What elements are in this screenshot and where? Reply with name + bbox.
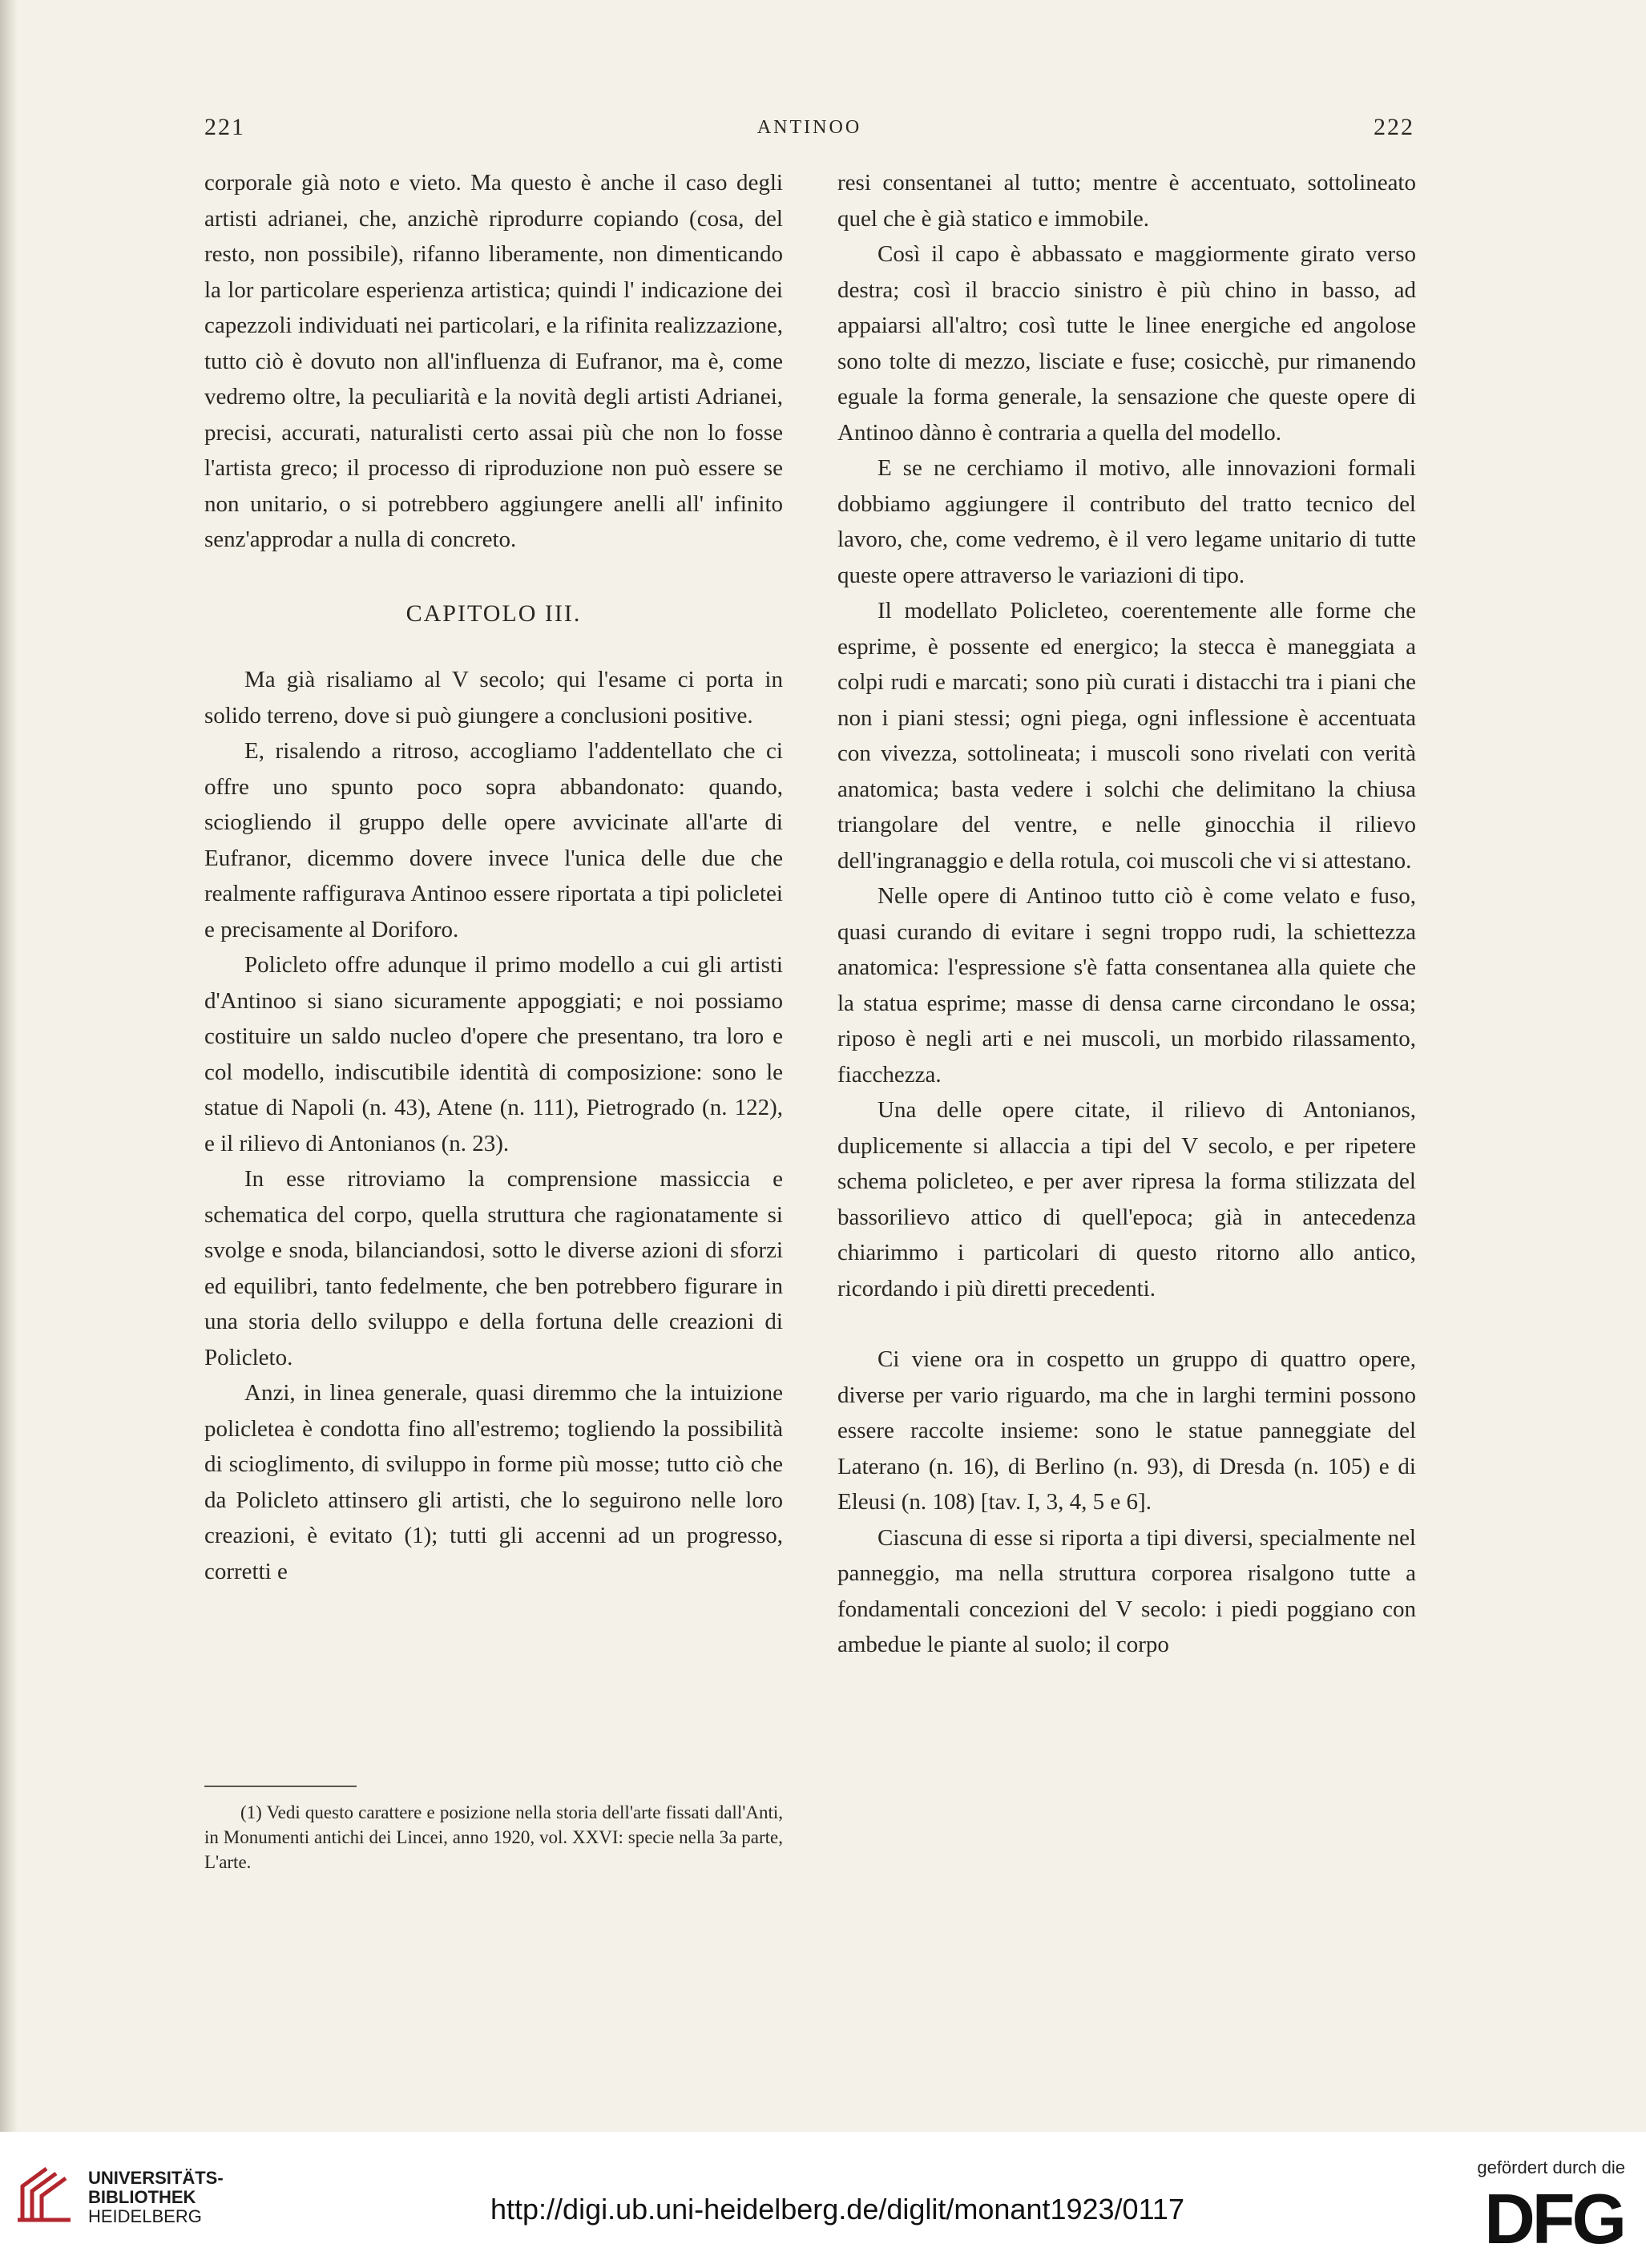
paragraph: Ciascuna di esse si riporta a tipi diversi, specialmente nel panneggio, ma nella struttura corporea risalgono tutte a fondamentali concezioni del V secolo: i piedi poggiano con ambedue le piante al suolo; il corpo: [837, 1524, 1416, 1657]
funding-label: gefördert durch die: [1477, 2157, 1625, 2177]
right-page-number: 222: [1374, 114, 1414, 140]
permalink-url[interactable]: http://digi.ub.uni-heidelberg.de/diglit/monant1923/0117: [490, 2193, 1184, 2226]
library-name-line: BIBLIOTHEK: [88, 2187, 196, 2207]
paragraph: Il modellato Policleteo, coerentemente alle forme che esprime, è possente ed energico; la stecca è maneggiata a colpi rudi e marcati; sono più curati i distacchi tra i piani che non i piani stessi; ogni piega, ogni inflessione è accentuata con vivezza, sottolineata; i muscoli sono rivelati con verità anatomica; basta vedere i solchi che delimitano la chiusa triangolare del ventre, e nelle ginocchia il rilievo dell'ingranaggio e della rotula, coi muscoli che vi si attestano.: [837, 598, 1416, 874]
viewer-footer: [0, 2132, 1646, 2268]
binding-shadow: [0, 0, 18, 2132]
chapter-heading: CAPITOLO III.: [405, 599, 582, 627]
library-name-line: HEIDELBERG: [88, 2206, 202, 2226]
left-page-number: 221: [204, 114, 245, 140]
library-name-line: UNIVERSITÄTS-: [88, 2168, 224, 2188]
right-column: [837, 165, 1416, 1663]
paragraph: Una delle opere citate, il rilievo di Antonianos, duplicemente si allaccia a tipi del V secolo, e per ripetere schema policleteo, e per aver ripresa la forma stilizzata del bassorilievo attico di quell'epoca; già in antecedenza chiarimmo i particolari di questo ritorno allo antico, ricordando i più diretti precedenti.: [837, 1097, 1416, 1301]
footnote-rule: [204, 1786, 357, 1787]
paragraph: Ci viene ora in cospetto un gruppo di quattro opere, diverse per vario riguardo, ma che in larghi termini possono essere raccolte insieme: sono le statue panneggiate del Laterano (n. 16), di Berlino (n. 93), di Dresda (n. 105) e di Eleusi (n. 108) [tav. I, 3, 4, 5 e 6].: [837, 1346, 1416, 1515]
paragraph: resi consentanei al tutto; mentre è accentuato, sottolineato quel che è già statico e immobile.: [837, 170, 1416, 232]
paragraph: E se ne cerchiamo il motivo, alle innovazioni formali dobbiamo aggiungere il contributo del tratto tecnico del lavoro, che, come vedremo, è il vero legame unitario di tutte queste opere attraverso le variazioni di tipo.: [837, 455, 1416, 588]
section-gap: [837, 1306, 1416, 1342]
library-logo-icon: [14, 2162, 77, 2225]
paragraph: Nelle opere di Antinoo tutto ciò è come velato e fuso, quasi curando di evitare i segni troppo rudi, la schiettezza anatomica: l'espressione s'è fatta consentanea alla quiete che la statua esprime; masse di densa carne circondano le ossa; riposo è negli arti e nei muscoli, un morbido rilassamento, fiacchezza.: [837, 883, 1416, 1088]
library-name: [88, 2169, 224, 2226]
paragraph: In esse ritroviamo la comprensione massiccia e schematica del corpo, quella struttura che ragionatamente si svolge e snoda, bilanciandosi, sotto le diverse azioni di sforzi ed equilibri, tanto fedelmente, che ben potrebbero figurare in una storia dello sviluppo e della fortuna delle creazioni di Policleto.: [204, 1166, 783, 1370]
running-title: ANTINOO: [756, 117, 862, 138]
footnote-text: (1) Vedi questo carattere e posizione nella storia dell'arte fissati dall'Anti, in Monumenti antichi dei Lincei, anno 1920, vol. XXVI: specie nella 3a parte, L'arte.: [204, 1802, 783, 1872]
paragraph: E, risalendo a ritroso, accogliamo l'addentellato che ci offre uno spunto poco sopra abbandonato: quando, sciogliendo il gruppo delle opere avvicinate all'arte di Eufranor, dicemmo dovere invece l'unica delle due che realmente raffigurava Antinoo essere riportata a tipi policletei e precisamente al Doriforo.: [204, 738, 783, 942]
paragraph: Così il capo è abbassato e maggiormente girato verso destra; così il braccio sinistro è più chino in basso, ad appaiarsi all'altro; così tutte le linee energiche ed angolose sono tolte di mezzo, lisciate e fuse; cosicchè, pur rimanendo eguale la forma generale, la sensazione che queste opere di Antinoo dànno è contraria a quella del modello.: [837, 241, 1416, 446]
dfg-logo: DFG: [1484, 2179, 1624, 2258]
footnote: [204, 1800, 783, 1875]
left-column: [204, 165, 783, 1589]
paragraph: Anzi, in linea generale, quasi diremmo che la intuizione policletea è condotta fino all'estremo; togliendo la possibilità di scioglimento, di sviluppo in forme più mosse; tutto ciò che da Policleto attinsero gli artisti, che lo seguirono nelle loro creazioni, è evitato (1); tutti gli accenni ad un progresso, corretti e: [204, 1380, 783, 1584]
paragraph: Ma già risaliamo al V secolo; qui l'esame ci porta in solido terreno, dove si può giungere a conclusioni positive.: [204, 667, 783, 728]
paragraph: Policleto offre adunque il primo modello a cui gli artisti d'Antinoo si siano sicuramente appoggiati; e noi possiamo costituire un saldo nucleo d'opere che presentano, tra loro e col modello, indiscutibile identità di composizione: sono le statue di Napoli (n. 43), Atene (n. 111), Pietrogrado (n. 122), e il rilievo di Antonianos (n. 23).: [204, 952, 783, 1156]
paragraph: corporale già noto e vieto. Ma questo è anche il caso degli artisti adrianei, che, anzichè riprodurre copiando (cosa, del resto, non possibile), rifanno liberamente, non dimenticando la lor particolare esperienza artistica; quindi l' indicazione dei capezzoli individuati nei particolari, e la rifinita realizzazione, tutto ciò è dovuto non all'influenza di Eufranor, ma è, come vedremo oltre, la peculiarità e la novità degli artisti Adrianei, precisi, accurati, naturalisti certo assai più che non lo fosse l'artista greco; il processo di riproduzione non può essere se non unitario, o si potrebbero aggiungere anelli all' infinito senz'approdar a nulla di concreto.: [204, 170, 783, 552]
